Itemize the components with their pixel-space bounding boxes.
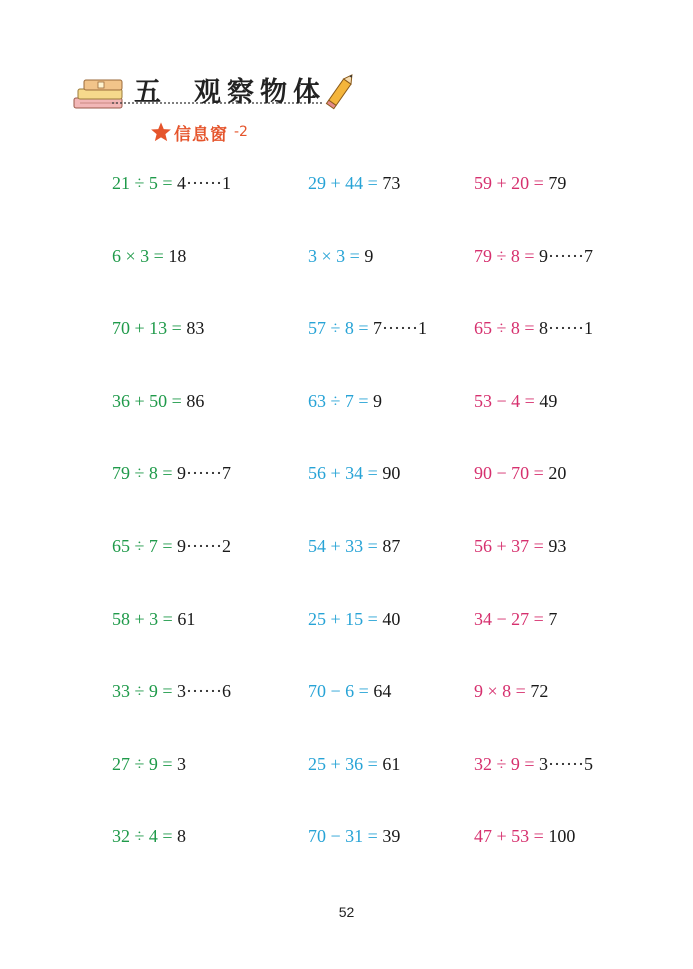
equation (112, 173, 231, 193)
equation-answer: 8 (177, 826, 187, 846)
equation (112, 463, 231, 483)
equation (474, 246, 593, 266)
equation-expression: 27 ÷ 9 = (112, 754, 178, 774)
equation-expression: 65 ÷ 8 = (474, 318, 540, 338)
unit-number: 五 (134, 77, 163, 108)
equation (112, 536, 231, 556)
equation-expression: 65 ÷ 7 = (112, 536, 178, 556)
equation-answer: 3······6 (177, 681, 231, 701)
equation (112, 391, 204, 411)
equation-answer: 7 (548, 609, 558, 629)
equation-expression: 79 ÷ 8 = (474, 246, 540, 266)
equation (308, 536, 400, 556)
equation-answer: 9······7 (177, 463, 231, 483)
equation (474, 463, 566, 483)
equation-expression: 54 + 33 = (308, 536, 383, 556)
equation (474, 391, 557, 411)
equation-answer: 90 (382, 463, 401, 483)
equation-expression: 32 ÷ 9 = (474, 754, 540, 774)
equation (308, 754, 400, 774)
equation-expression: 70 − 31 = (308, 826, 383, 846)
equation (112, 246, 186, 266)
equation-answer: 3 (177, 754, 187, 774)
equation-answer: 9······7 (539, 246, 593, 266)
equation-expression: 9 × 8 = (474, 681, 531, 701)
equation-answer: 8······1 (539, 318, 593, 338)
equation (474, 609, 557, 629)
equation (112, 681, 231, 701)
equation (474, 681, 548, 701)
page-number: 52 (338, 904, 355, 920)
equation-expression: 90 − 70 = (474, 463, 549, 483)
equation-expression: 21 ÷ 5 = (112, 173, 178, 193)
equation-expression: 3 × 3 = (308, 246, 365, 266)
equation-answer: 4······1 (177, 173, 231, 193)
equation-answer: 79 (548, 173, 567, 193)
equation-expression: 32 ÷ 4 = (112, 826, 178, 846)
equation-expression: 56 + 34 = (308, 463, 383, 483)
equation-answer: 61 (382, 754, 401, 774)
equation-expression: 36 + 50 = (112, 391, 187, 411)
equation (474, 318, 593, 338)
equation (112, 609, 195, 629)
equation-answer: 9 (373, 391, 383, 411)
equation-answer: 18 (168, 246, 187, 266)
equation-answer: 40 (382, 609, 401, 629)
equation-answer: 87 (382, 536, 401, 556)
equation-expression: 25 + 36 = (308, 754, 383, 774)
equation-answer: 39 (382, 826, 401, 846)
equation (474, 536, 566, 556)
equation-expression: 63 ÷ 7 = (308, 391, 374, 411)
equation (308, 318, 427, 338)
equation-expression: 47 + 53 = (474, 826, 549, 846)
equation-answer: 64 (373, 681, 392, 701)
equation-expression: 29 + 44 = (308, 173, 383, 193)
info-window-label: 信息窗 (174, 124, 228, 145)
equation-expression: 34 − 27 = (474, 609, 549, 629)
equation-answer: 100 (548, 826, 576, 846)
equation (112, 826, 186, 846)
equation (308, 173, 400, 193)
equation-expression: 56 + 37 = (474, 536, 549, 556)
equation (308, 391, 382, 411)
equation-answer: 3······5 (539, 754, 593, 774)
equation (112, 318, 204, 338)
equation-expression: 70 − 6 = (308, 681, 374, 701)
equation-expression: 58 + 3 = (112, 609, 178, 629)
equation-answer: 61 (177, 609, 196, 629)
equation-answer: 83 (186, 318, 205, 338)
equation-expression: 6 × 3 = (112, 246, 169, 266)
info-window-suffix: -2 (234, 124, 248, 140)
equation (308, 681, 391, 701)
equation (474, 173, 566, 193)
equation (308, 463, 400, 483)
equation-answer: 9 (364, 246, 374, 266)
equation (474, 754, 593, 774)
equation-answer: 20 (548, 463, 567, 483)
equation (112, 754, 186, 774)
equation (308, 609, 400, 629)
equation-expression: 25 + 15 = (308, 609, 383, 629)
equation-expression: 59 + 20 = (474, 173, 549, 193)
equation-answer: 7······1 (373, 318, 427, 338)
equation-answer: 72 (530, 681, 549, 701)
equation (308, 826, 400, 846)
equation (308, 246, 373, 266)
equation-expression: 79 ÷ 8 = (112, 463, 178, 483)
equation-answer: 73 (382, 173, 401, 193)
equation-answer: 93 (548, 536, 567, 556)
equation-answer: 86 (186, 391, 205, 411)
equation-expression: 70 + 13 = (112, 318, 187, 338)
equation-answer: 49 (539, 391, 558, 411)
equation-expression: 53 − 4 = (474, 391, 540, 411)
equation-expression: 57 ÷ 8 = (308, 318, 374, 338)
equation-expression: 33 ÷ 9 = (112, 681, 178, 701)
unit-title: 观察物体 (194, 77, 326, 108)
equation-answer: 9······2 (177, 536, 231, 556)
equation (474, 826, 575, 846)
